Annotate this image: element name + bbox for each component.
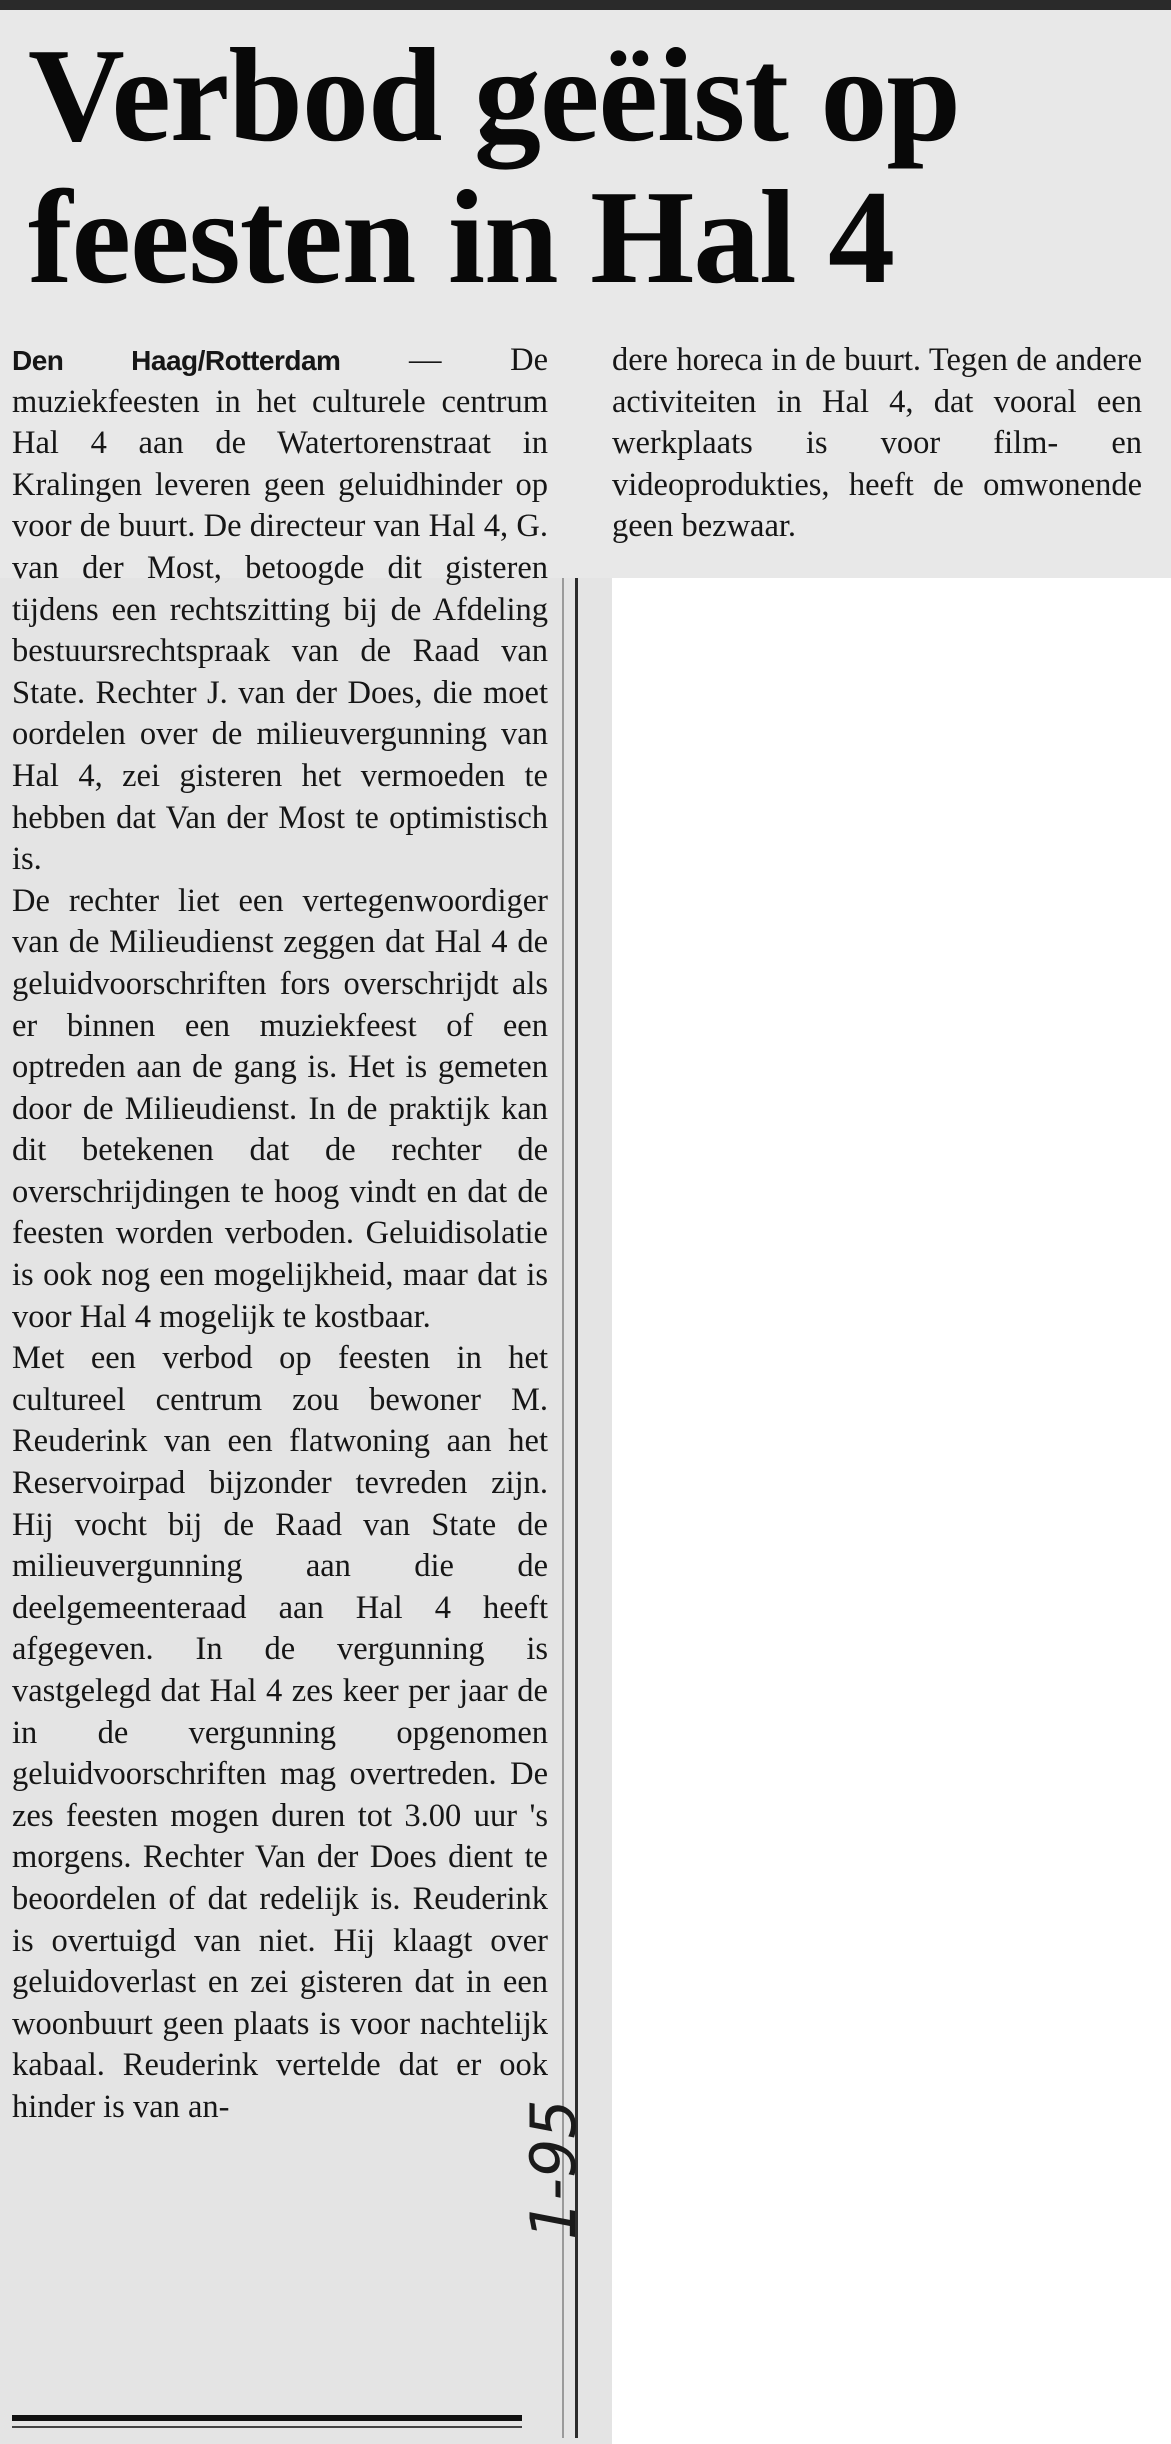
article-dateline: Den Haag/Rotterdam [12, 345, 341, 376]
article-left-column [12, 340, 548, 2129]
bottom-rule-thin [12, 2426, 522, 2428]
article-headline: Verbod geëist op feesten in Hal 4 [28, 21, 960, 311]
handwritten-note-drawing [515, 2025, 615, 2255]
article-paragraph-2: De rechter liet een vertegenwoordiger van de Milieudienst zeggen dat Hal 4 de geluidvoorschriften fors overschrijdt als er binnen een muziekfeest of een optreden aan de gang is. Het is gemeten door de Milieudienst. In de praktijk kan dit betekenen dat de rechter de overschrijdingen te hoog vindt en dat de feesten worden verboden. Geluidisolatie is ook nog een mogelijkheid, maar dat is voor Hal 4 mogelijk te kostbaar. [12, 882, 548, 1335]
article-right-column [612, 340, 1142, 548]
article-right-paragraph: dere horeca in de buurt. Tegen de andere activiteiten in Hal 4, dat vooral een werkplaats is voor film- en videoprodukties, heeft de omwonende geen bezwaar. [612, 342, 1142, 545]
article-lead-text: — De muziekfeesten in het culturele centrum Hal 4 aan de Watertorenstraat in Kralingen leveren geen geluidhinder op voor de buurt. De directeur van Hal 4, G. van der Most, betoogde dit gisteren tijdens een rechtszitting bij de Afdeling bestuursrechtspraak van de Raad van State. Rechter J. van der Does, die moet oordelen over de milieuvergunning van Hal 4, zei gisteren het vermoeden te hebben dat Van der Most te optimistisch is. [12, 342, 548, 878]
scan-top-edge [0, 0, 1171, 10]
handwritten-date-note [515, 2025, 615, 2255]
handwritten-note-text: 1-95 [517, 2099, 590, 2240]
bottom-rule [12, 2415, 522, 2421]
article-paragraph-3: Met een verbod op feesten in het cultureel centrum zou bewoner M. Reuderink van een flatwoning aan het Reservoirpad bijzonder tevreden zijn. Hij vocht bij de Raad van State de milieuvergunning aan die de deelgemeenteraad aan Hal 4 heeft afgegeven. In de vergunning is vastgelegd dat Hal 4 zes keer per jaar de in de vergunning opgenomen geluidvoorschriften mag overtreden. De zes feesten mogen duren tot 3.00 uur 's morgens. Rechter Van der Does dient te beoordelen of dat redelijk is. Reuderink is overtuigd van niet. Hij klaagt over geluidoverlast en zei gisteren dat in een woonbuurt geen plaats is voor nachtelijk kabaal. Reuderink vertelde dat er ook hinder is van an- [12, 1340, 548, 2125]
article-lead-paragraph [12, 340, 548, 881]
